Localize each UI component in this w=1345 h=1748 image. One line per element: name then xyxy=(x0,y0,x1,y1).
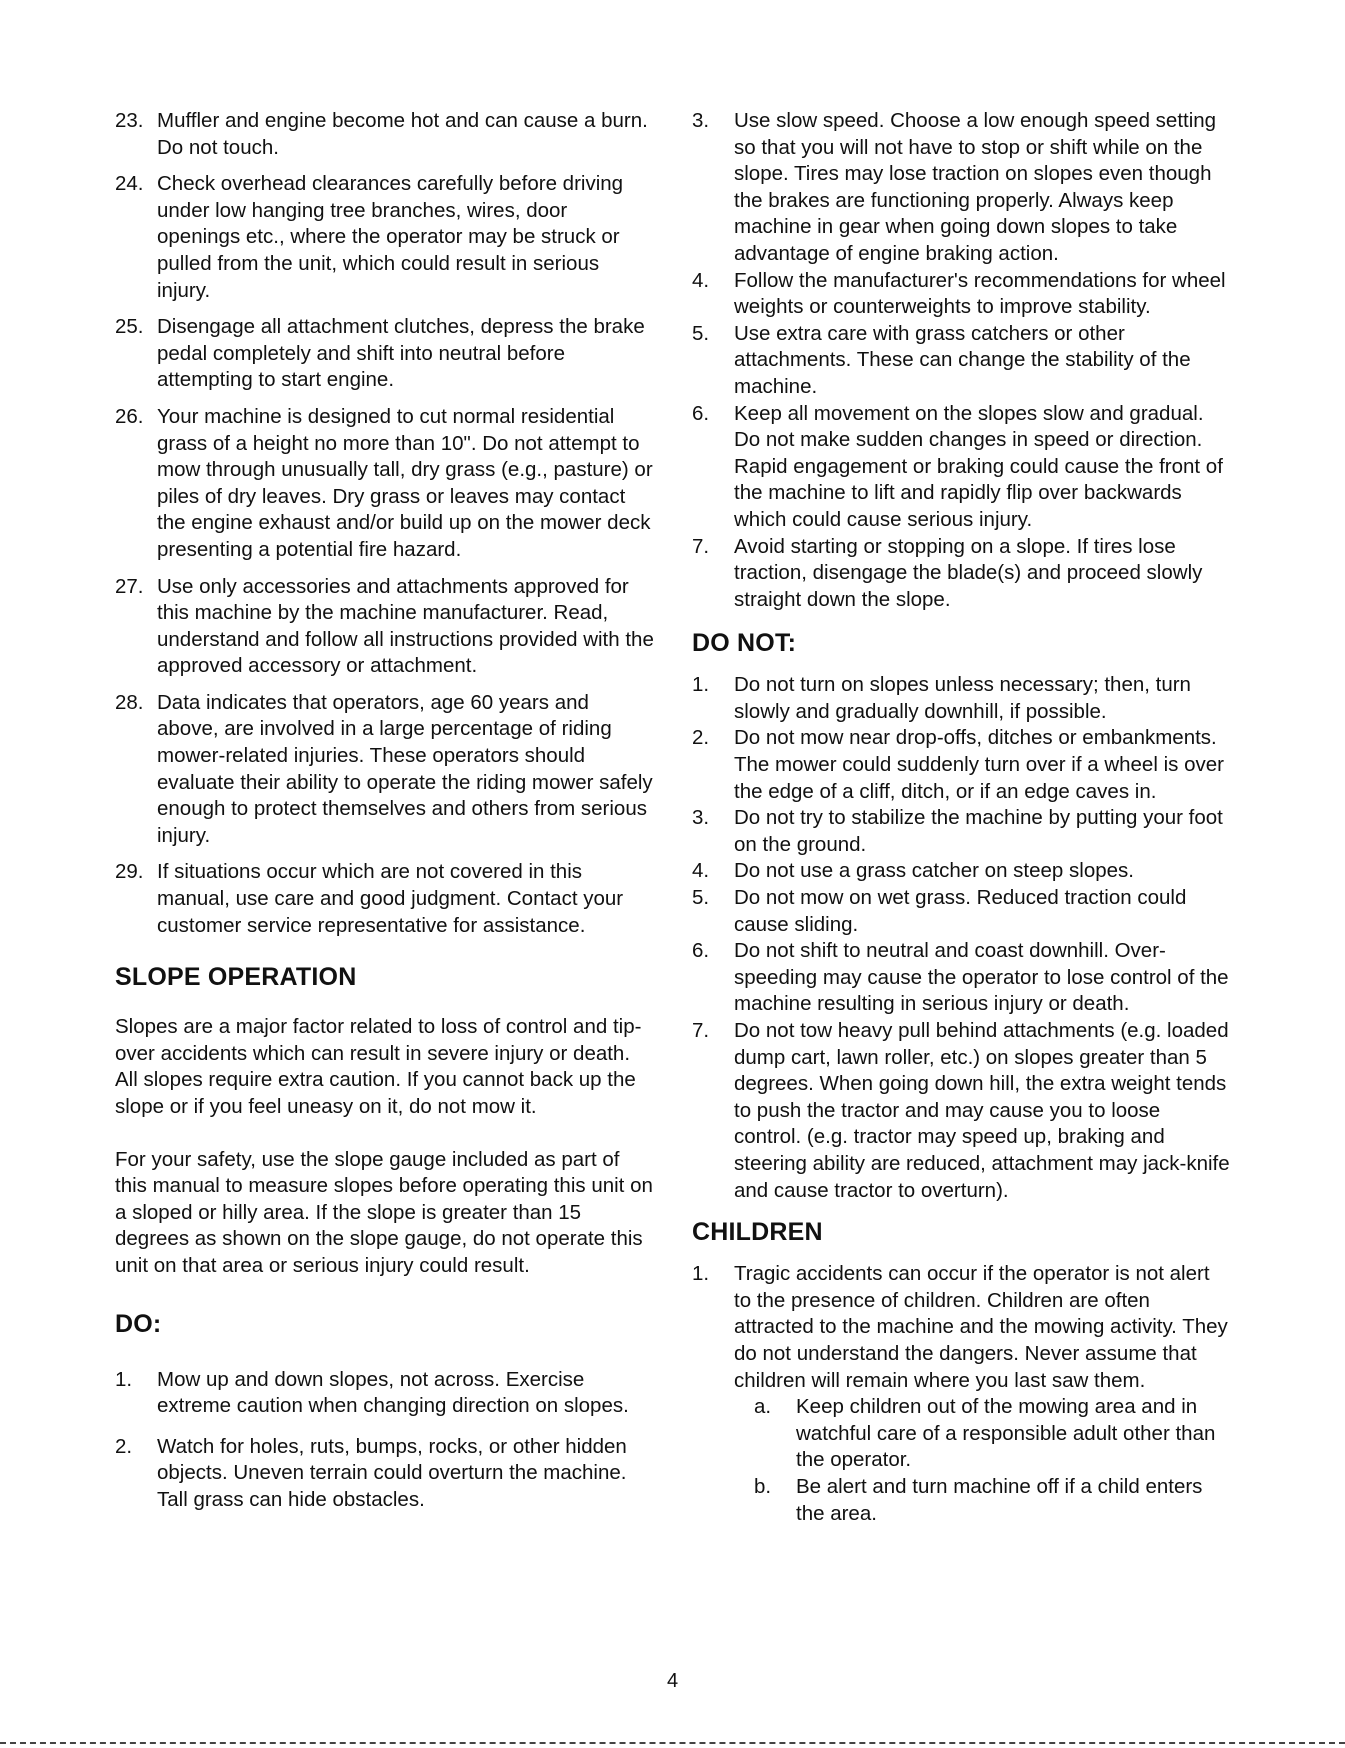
item-letter: b. xyxy=(754,1474,772,1498)
do-not-item xyxy=(692,725,1232,805)
do-item xyxy=(692,268,1232,321)
do-not-item xyxy=(692,805,1232,858)
do-not-item xyxy=(692,672,1232,725)
item-letter: a. xyxy=(754,1395,772,1419)
left-column xyxy=(115,108,655,1524)
item-number: 4. xyxy=(692,859,710,883)
item-text: Keep all movement on the slopes slow and gradual. Do not make sudden changes in speed or direction. Rapid engagement or braking could cause the front of the machine to lift and rapidly flip over backwards which could cause serious injury. xyxy=(734,401,1223,531)
do-heading: DO: xyxy=(115,1309,162,1338)
item-number: 7. xyxy=(692,1019,710,1042)
do-not-item xyxy=(692,858,1232,885)
item-number: 26. xyxy=(115,404,144,428)
item-text: Your machine is designed to cut normal residential grass of a height no more than 10". Do not attempt to mow through unusually tall, dry grass (e.g., pasture) or piles of dry leaves. Dry grass or leaves may contact the engine exhaust and/or build up on the mower deck presenting a potential fire hazard. xyxy=(157,404,653,561)
do-not-item xyxy=(692,885,1232,938)
item-number: 28. xyxy=(115,690,144,714)
item-number: 23. xyxy=(115,109,144,132)
item-text: Follow the manufacturer's recommendations for wheel weights or counterweights to improve stability. xyxy=(734,268,1226,319)
item-number: 1. xyxy=(692,1262,710,1286)
item-text: Tragic accidents can occur if the operator is not alert to the presence of children. Children are often attracted to the machine and the mowing activity. They do not understand the dangers. Never assume that children will remain where you last saw them. xyxy=(734,1262,1228,1392)
item-number: 2. xyxy=(692,726,710,750)
do-not-item xyxy=(692,938,1232,1018)
do-not-heading: DO NOT: xyxy=(692,629,797,658)
item-number: 7. xyxy=(692,534,710,558)
item-text: Data indicates that operators, age 60 years and above, are involved in a large percentage of riding mower-related injuries. These operators should evaluate their ability to operate the riding mower safely enough to protect themselves and others from serious injury. xyxy=(157,690,653,847)
slope-paragraph-1: Slopes are a major factor related to loss of control and tip-over accidents which can result in severe injury or death. All slopes require extra caution. If you cannot back up the slope or if you feel uneasy on it, do not mow it. xyxy=(115,1015,642,1118)
do-item xyxy=(115,1367,655,1420)
item-text: Do not turn on slopes unless necessary; then, turn slowly and gradually downhill, if possible. xyxy=(734,673,1191,723)
item-text: Do not shift to neutral and coast downhill. Over-speeding may cause the operator to lose control of the machine resulting in serious injury or death. xyxy=(734,939,1229,1016)
do-not-item xyxy=(692,1018,1232,1204)
item-text: Disengage all attachment clutches, depress the brake pedal completely and shift into neutral before attempting to start engine. xyxy=(157,315,645,392)
item-number: 24. xyxy=(115,172,144,196)
do-item xyxy=(115,1434,655,1514)
list-item xyxy=(115,859,655,939)
item-number: 5. xyxy=(692,321,710,345)
item-text: Watch for holes, ruts, bumps, rocks, or other hidden objects. Uneven terrain could overturn the machine. Tall grass can hide obstacles. xyxy=(157,1434,627,1511)
do-item xyxy=(692,401,1232,534)
slope-paragraph-2: For your safety, use the slope gauge included as part of this manual to measure slopes before operating this unit on a sloped or hilly area. If the slope is greater than 15 degrees as shown on the slope gauge, do not operate this unit on that area or serious injury could result. xyxy=(115,1147,653,1277)
item-number: 1. xyxy=(115,1367,133,1391)
list-item xyxy=(115,690,655,850)
do-item xyxy=(692,108,1232,268)
item-text: Check overhead clearances carefully before driving under low hanging tree branches, wires, door openings etc., where the operator may be struck or pulled from the unit, which could result in serious injury. xyxy=(157,172,624,302)
item-number: 2. xyxy=(115,1434,133,1458)
item-text: Do not tow heavy pull behind attachments (e.g. loaded dump cart, lawn roller, etc.) on slopes greater than 5 degrees. When going down hill, the extra weight tends to push the tractor and may cause you to loose control. (e.g. tractor may speed up, braking and steering ability are reduced, attachment may jack-knife and cause tractor to overturn). xyxy=(734,1019,1230,1202)
do-item xyxy=(692,534,1232,614)
do-item xyxy=(692,321,1232,401)
item-number: 25. xyxy=(115,315,144,339)
slope-operation-heading: SLOPE OPERATION xyxy=(115,963,357,992)
children-sub-item xyxy=(754,1394,1232,1474)
children-sub-item xyxy=(754,1474,1232,1527)
item-text: Do not mow near drop-offs, ditches or embankments. The mower could suddenly turn over if a wheel is over the edge of a cliff, ditch, or if an edge caves in. xyxy=(734,726,1224,803)
page-edge-divider xyxy=(0,1742,1345,1744)
item-number: 1. xyxy=(692,673,710,697)
list-item xyxy=(115,404,655,564)
item-text: Do not use a grass catcher on steep slopes. xyxy=(734,859,1134,883)
item-number: 5. xyxy=(692,886,710,910)
item-number: 6. xyxy=(692,939,710,963)
item-text: Mow up and down slopes, not across. Exercise extreme caution when changing direction on slopes. xyxy=(157,1367,629,1418)
list-item xyxy=(115,574,655,680)
item-text: Avoid starting or stopping on a slope. If tires lose traction, disengage the blade(s) and proceed slowly straight down the slope. xyxy=(734,534,1203,611)
item-text: Use extra care with grass catchers or other attachments. These can change the stability of the machine. xyxy=(734,321,1191,398)
item-number: 3. xyxy=(692,806,710,830)
children-heading: CHILDREN xyxy=(692,1218,823,1247)
item-number: 29. xyxy=(115,860,144,884)
list-item xyxy=(115,314,655,394)
list-item xyxy=(115,171,655,304)
item-text: Do not mow on wet grass. Reduced traction could cause sliding. xyxy=(734,886,1187,936)
item-text: Muffler and engine become hot and can cause a burn. Do not touch. xyxy=(157,109,648,159)
right-column xyxy=(692,108,1232,1527)
list-item xyxy=(115,108,655,161)
children-item xyxy=(692,1261,1232,1394)
item-number: 3. xyxy=(692,109,710,132)
item-text: Use only accessories and attachments approved for this machine by the machine manufacturer. Read, understand and follow all instructions provided with the approved accessory or attachment. xyxy=(157,574,654,678)
page-number: 4 xyxy=(666,1670,679,1692)
item-number: 27. xyxy=(115,574,144,598)
item-number: 4. xyxy=(692,268,710,292)
item-text: Keep children out of the mowing area and in watchful care of a responsible adult other than the operator. xyxy=(796,1395,1216,1472)
item-number: 6. xyxy=(692,401,710,425)
item-text: Be alert and turn machine off if a child enters the area. xyxy=(796,1474,1203,1525)
item-text: If situations occur which are not covered in this manual, use care and good judgment. Contact your customer service representative for assistance. xyxy=(157,860,624,937)
item-text: Do not try to stabilize the machine by putting your foot on the ground. xyxy=(734,806,1223,856)
item-text: Use slow speed. Choose a low enough speed setting so that you will not have to stop or shift while on the slope. Tires may lose traction on slopes even though the brakes are functioning properly. Always keep machine in gear when going down slopes to take advantage of engine braking action. xyxy=(734,109,1217,265)
